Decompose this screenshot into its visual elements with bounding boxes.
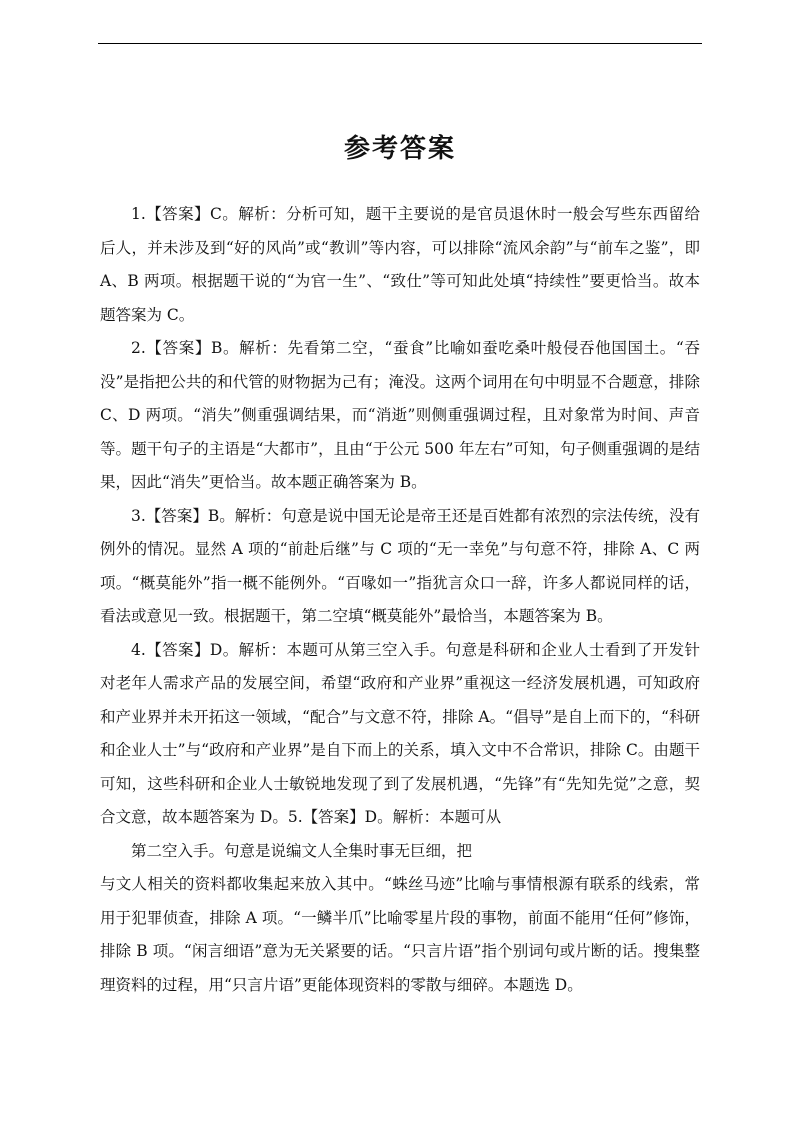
answer-4: 4.【答案】D。解析：本题可从第三空入手。句意是科研和企业人士看到了开发针对老年人需求产品的发展空间，希望“政府和产业界”重视这一经济发展机遇，可知政府和产业界并未开拓这一领域，“配合”与文意不符，排除 A。“倡导”是自上而下的，“科研和企业人士”与“政府和产业界”是自下而上的关系，填入文中不合常识，排除 C。由题干可知，这些科研和企业人士敏锐地发现了到了发展机遇，“先锋”有“先知先觉”之意，契合文意，故本题答案为 D。5.【答案】D。解析：本题可从 <box>100 640 700 826</box>
page-title: 参考答案 <box>343 134 456 164</box>
header-rule <box>98 43 702 44</box>
answer-1: 1.【答案】C。解析：分析可知，题干主要说的是官员退休时一般会写些东西留给后人，并未涉及到“好的风尚”或“教训”等内容，可以排除“流风余韵”与“前车之鉴”，即 A、B 两项。根据题干说的“为官一生”、“致仕”等可知此处填“持续性”要更恰当。故本题答案为 C。 <box>100 205 700 324</box>
answer-5-continued: 与文人相关的资料都收集起来放入其中。“蛛丝马迹”比喻与事情根源有联系的线索，常用于犯罪侦查，排除 A 项。“一鳞半爪”比喻零星片段的事物，前面不能用“任何”修饰，排除 B 项。“闲言细语”意为无关紧要的话。“只言片语”指个别词句或片断的话。搜集整理资料的过程，用“只言片语”更能体现资料的零散与细碎。本题选 D。 <box>100 875 700 994</box>
answer-body <box>100 198 700 1002</box>
answer-5-first-line: 第二空入手。句意是说编文人全集时事无巨细，把 <box>131 841 473 860</box>
answer-2: 2.【答案】B。解析：先看第二空，“蚕食”比喻如蚕吃桑叶般侵吞他国国土。“吞没”是指把公共的和代管的财物据为己有；淹没。这两个词用在句中明显不合题意，排除 C、D 两项。“消失”侧重强调结果，而“消逝”则侧重强调过程，且对象常为时间、声音等。题干句子的主语是“大都市”，且由“于公元 500 年左右”可知，句子侧重强调的是结果，因此“消失”更恰当。故本题正确答案为 B。 <box>100 339 700 491</box>
answer-3: 3.【答案】B。解析：句意是说中国无论是帝王还是百姓都有浓烈的宗法传统，没有例外的情况。显然 A 项的“前赴后继”与 C 项的“无一幸免”与句意不符，排除 A、C 两项。“概莫能外”指一概不能例外。“百喙如一”指犹言众口一辞，许多人都说同样的话，看法或意见一致。根据题干，第二空填“概莫能外”最恰当，本题答案为 B。 <box>100 506 700 625</box>
